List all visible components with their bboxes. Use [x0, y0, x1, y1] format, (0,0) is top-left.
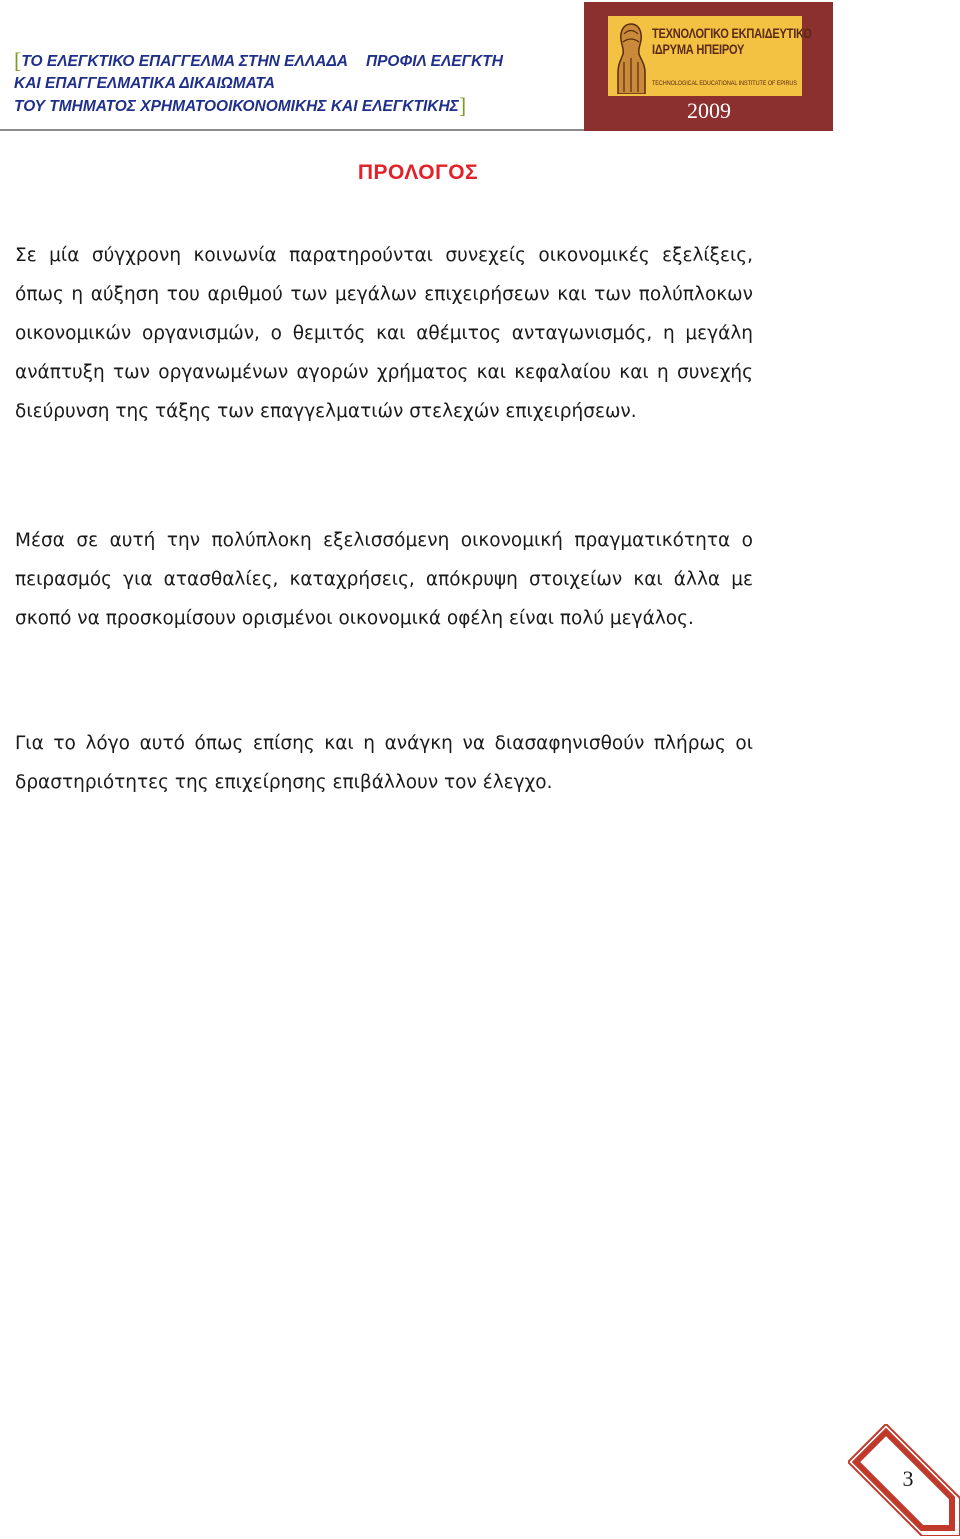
logo-year: 2009 — [687, 98, 731, 123]
header-divider — [0, 129, 586, 131]
page-number: 3 — [902, 1466, 914, 1491]
institution-logo — [584, 2, 833, 131]
header-line-1-left: ΤΟ ΕΛΕΓΚΤΙΚΟ ΕΠΑΓΓΕΛΜΑ ΣΤΗΝ ΕΛΛΑΔΑ — [21, 53, 348, 70]
logo-panel — [608, 16, 812, 96]
section-title: ΠΡΟΛΟΓΟΣ — [357, 161, 479, 184]
header-line-1-right: ΠΡΟΦΙΛ ΕΛΕΓΚΤΗ — [365, 53, 503, 70]
logo-title — [652, 26, 812, 58]
header-close-bracket: ] — [458, 93, 467, 118]
header-line-2: ΚΑΙ ΕΠΑΓΓΕΛΜΑΤΙΚΑ ΔΙΚΑΙΩΜΑΤΑ — [14, 75, 275, 92]
logo-subtitle: TECHNOLOGICAL EDUCATIONAL INSTITUTE OF EPIRUS — [652, 80, 797, 87]
paragraph-2: Μέσα σε αυτή την πολύπλοκη εξελισσόμενη οικονομική πραγματικότητα ο πειρασμός για ατασθαλίες, καταχρήσεις, απόκρυψη στοιχείων και άλλα με σκοπό να προσκομίσουν ορισμένοι οικονομικά οφέλη είναι πολύ μεγάλος. — [15, 530, 753, 629]
statue-bust-icon — [612, 18, 650, 94]
header-open-bracket: [ — [14, 48, 22, 73]
page-header — [0, 0, 960, 132]
header-line-1 — [14, 50, 584, 73]
logo-title-line-2: ΙΔΡΥΜΑ ΗΠΕΙΡΟΥ — [652, 42, 745, 57]
header-line-3 — [14, 95, 584, 118]
logo-title-line-1: ΤΕΧΝΟΛΟΓΙΚΟ ΕΚΠΑΙΔΕΥΤΙΚΟ — [652, 26, 812, 41]
running-header — [14, 50, 584, 118]
paragraph-1: Σε μία σύγχρονη κοινωνία παρατηρούνται συνεχείς οικονομικές εξελίξεις, όπως η αύξηση του αριθμού των μεγάλων επιχειρήσεων και των πολύπλοκων οικονομικών οργανισμών, ο θεμιτός και αθέμιτος ανταγωνισμός, η μεγάλη ανάπτυξη των οργανωμένων αγορών χρήματος και κεφαλαίου και η συνεχής διεύρυνση της τάξης των επαγγελματιών στελεχών επιχειρήσεων. — [15, 245, 753, 422]
header-line-3-text: ΤΟΥ ΤΜΗΜΑΤΟΣ ΧΡΗΜΑΤΟΟΙΚΟΝΟΜΙΚΗΣ ΚΑΙ ΕΛΕΓΚΤΙΚΗΣ — [14, 98, 459, 115]
paragraph-3: Για το λόγο αυτό όπως επίσης και η ανάγκη να διασαφηνισθούν πλήρως οι δραστηριότητες της επιχείρησης επιβάλλουν τον έλεγχο. — [15, 733, 753, 793]
